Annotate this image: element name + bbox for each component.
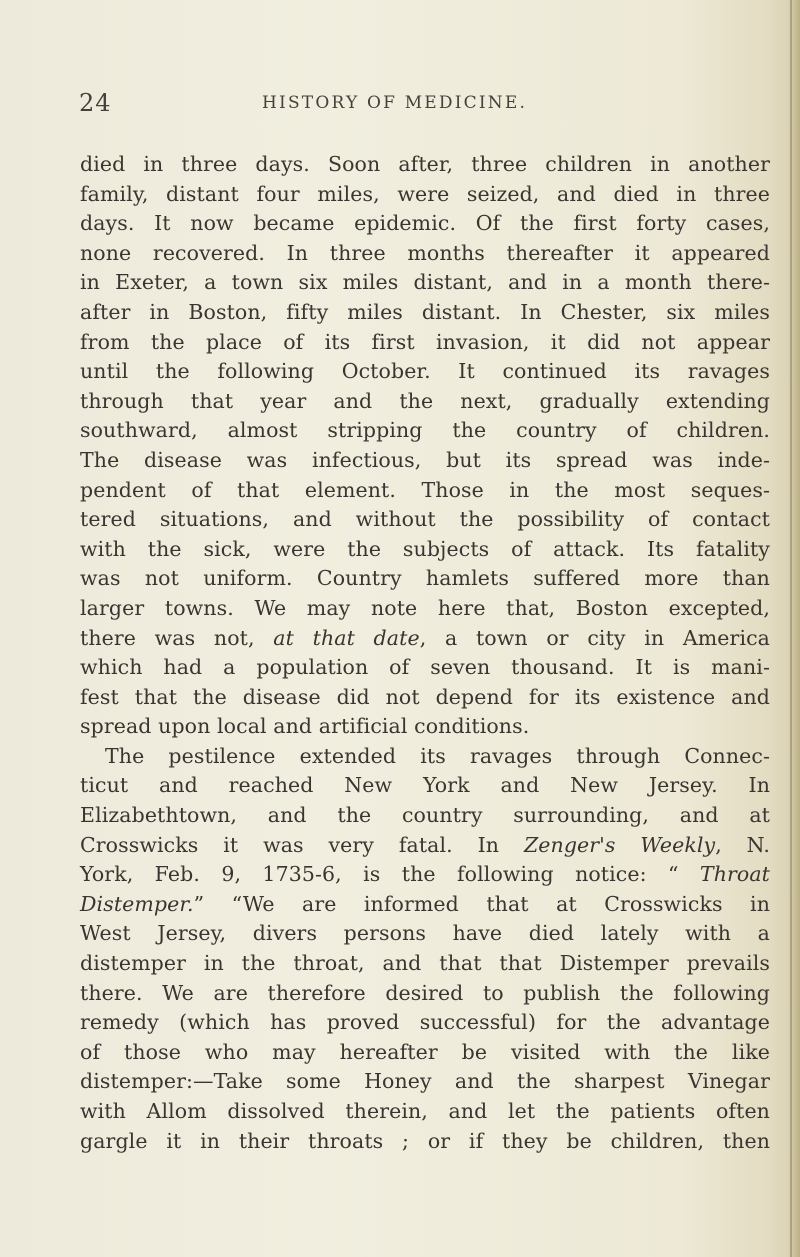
text-line [80, 624, 770, 654]
text-line: gargle it in their throats ; or if they be children, then [80, 1128, 770, 1153]
italic-text-run: Distemper. [80, 891, 194, 916]
italic-text-run: at that date [273, 625, 420, 650]
running-head [0, 89, 800, 121]
text-run: Crosswicks it was very fatal. In [80, 832, 524, 857]
text-line: remedy (which has proved successful) for the advantage [80, 1010, 770, 1035]
italic-text-run: Zenger's Weekly [523, 832, 716, 857]
text-line [80, 831, 770, 861]
text-line: southward, almost stripping the country of children. [80, 418, 770, 443]
text-line: from the place of its first invasion, it did not appear [80, 329, 770, 354]
text-line: tered situations, and without the possibility of contact [80, 507, 770, 532]
text-line: was not uniform. Country hamlets suffered more than [80, 566, 770, 591]
text-line: fest that the disease did not depend for its existence and [80, 684, 770, 709]
text-line: days. It now became epidemic. Of the first forty cases, [80, 211, 770, 236]
text-line: West Jersey, divers persons have died lately with a [80, 921, 770, 946]
text-line: through that year and the next, gradually extending [80, 388, 770, 413]
text-line [80, 890, 770, 920]
page-edge-shadow [788, 0, 800, 1257]
text-line: in Exeter, a town six miles distant, and in a month there- [80, 270, 770, 295]
text-line: ticut and reached New York and New Jersey. In [80, 773, 770, 798]
text-run: , N. [715, 832, 770, 857]
text-line: spread upon local and artificial conditions. [80, 714, 530, 739]
text-line [80, 860, 770, 890]
text-line: larger towns. We may note here that, Boston excepted, [80, 595, 770, 620]
text-line: distemper:—Take some Honey and the sharpest Vinegar [80, 1069, 770, 1094]
text-line: none recovered. In three months thereafter it appeared [80, 240, 770, 265]
text-line: family, distant four miles, were seized, and died in three [80, 181, 770, 206]
text-line: with the sick, were the subjects of attack. Its fatality [80, 536, 770, 561]
body-text [80, 150, 770, 1156]
page-number: 24 [79, 89, 112, 117]
text-run: there was not, [80, 625, 274, 650]
text-run: , a town or city in America [419, 625, 771, 650]
text-line: died in three days. Soon after, three children in another [80, 152, 770, 176]
text-line: with Allom dissolved therein, and let the patients often [80, 1099, 770, 1123]
text-line: Elizabethtown, and the country surrounding, and at [80, 803, 770, 828]
text-run: ” “We are informed that at Crosswicks in [193, 891, 770, 916]
text-line: The disease was infectious, but its spread was inde- [80, 447, 770, 472]
text-line: there. We are therefore desired to publish the following [80, 980, 770, 1005]
text-line: pendent of that element. Those in the most seques- [80, 477, 770, 502]
text-line: which had a population of seven thousand. It is mani- [80, 655, 770, 680]
text-line: The pestilence extended its ravages through Connec- [105, 743, 770, 768]
running-head-title: HISTORY OF MEDICINE. [262, 93, 528, 113]
text-line: of those who may hereafter be visited with the like [80, 1039, 770, 1064]
text-run: York, Feb. 9, 1735-6, is the following notice: “ [80, 862, 700, 887]
italic-text-run: Throat [699, 862, 770, 887]
text-line: after in Boston, fifty miles distant. In Chester, six miles [80, 299, 770, 324]
text-line: distemper in the throat, and that that Distemper prevails [80, 951, 770, 976]
text-line: until the following October. It continued its ravages [80, 359, 770, 384]
